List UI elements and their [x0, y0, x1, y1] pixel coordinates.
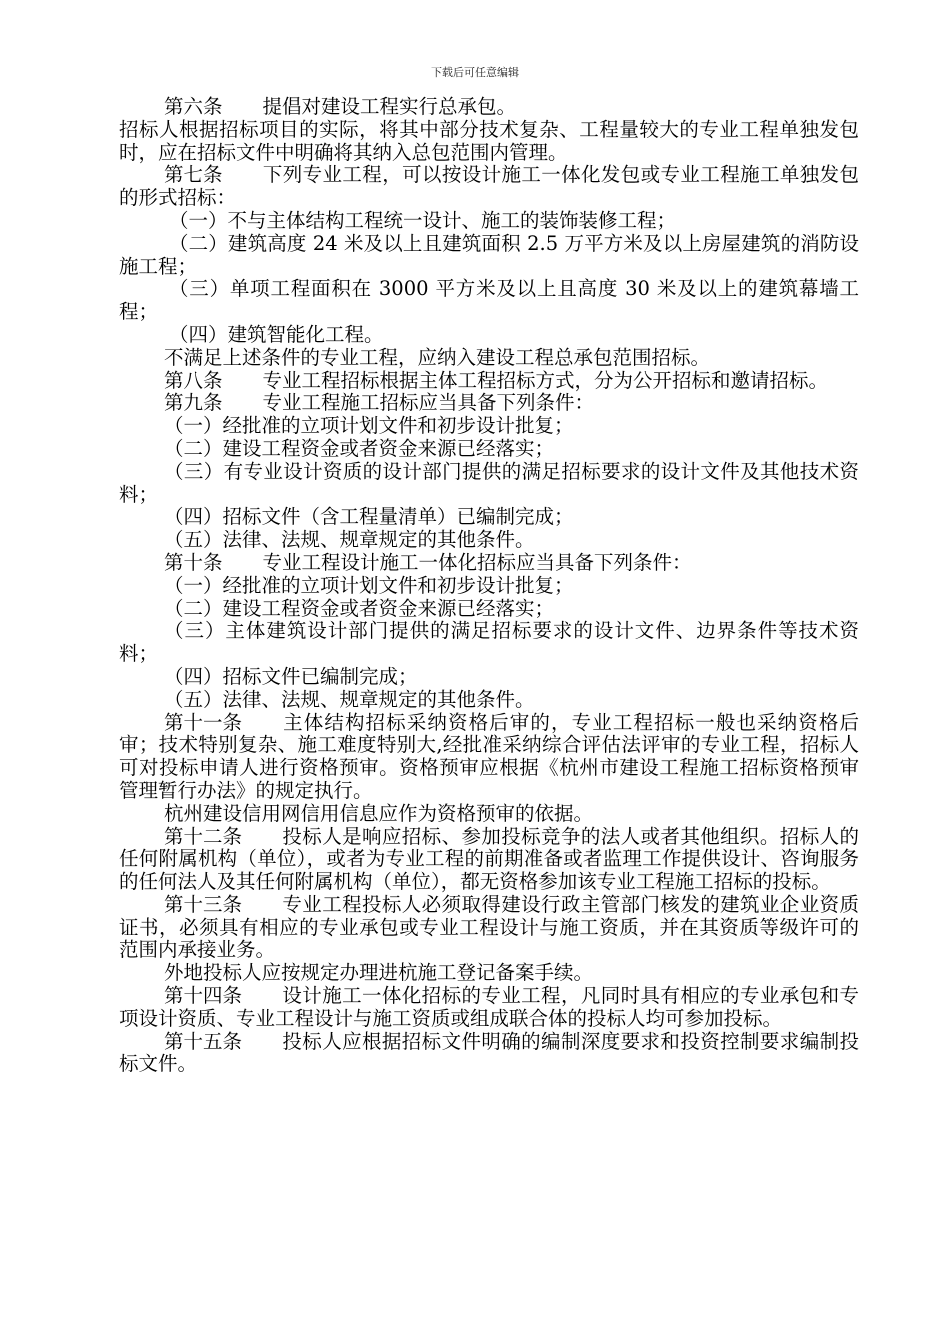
body-paragraph	[119, 415, 859, 438]
article-number: 第十二条	[164, 824, 243, 848]
paragraph-text: 下列专业工程，可以按设计施工一体化发包或专业工程施工单独发包的形式招标：	[119, 163, 859, 210]
article-number: 第十五条	[164, 1029, 243, 1053]
paragraph-text: （三）有专业设计资质的设计部门提供的满足招标要求的设计文件及其他技术资料；	[119, 459, 859, 506]
paragraph-text: （四）招标文件已编制完成；	[164, 664, 418, 688]
paragraph-text: （一）经批准的立项计划文件和初步设计批复；	[164, 414, 574, 438]
paragraph-text: 专业工程招标根据主体工程招标方式，分为公开招标和邀请招标。	[262, 368, 829, 392]
paragraph-text: （五）法律、法规、规章规定的其他条件。	[164, 528, 535, 552]
body-paragraph	[119, 347, 859, 370]
document-body	[119, 96, 859, 1076]
article-number: 第九条	[164, 391, 223, 415]
article-paragraph	[119, 985, 859, 1031]
paragraph-text: （一）不与主体结构工程统一设计、施工的装饰装修工程；	[169, 208, 677, 232]
article-number: 第十四条	[164, 984, 243, 1008]
article-paragraph	[119, 370, 859, 393]
paragraph-text: 投标人是响应招标、参加投标竞争的法人或者其他组织。招标人的任何附属机构（单位），或者为专业工程的前期准备或者监理工作提供设计、咨询服务的任何法人及其任何附属机构（单位），都无资格参加该专业工程施工招标的投标。	[119, 824, 859, 894]
paragraph-text: （三）主体建筑设计部门提供的满足招标要求的设计文件、边界条件等技术资料；	[119, 619, 859, 666]
article-number: 第十条	[164, 550, 223, 574]
article-paragraph	[119, 1031, 859, 1077]
paragraph-text: 不满足上述条件的专业工程，应纳入建设工程总承包范围招标。	[164, 345, 711, 369]
body-paragraph	[119, 506, 859, 529]
body-paragraph	[119, 962, 859, 985]
body-paragraph	[119, 119, 859, 165]
paragraph-text: 提倡对建设工程实行总承包。	[262, 95, 517, 118]
paragraph-text: 外地投标人应按规定办理进杭施工登记备案手续。	[164, 961, 594, 985]
article-number: 第六条	[164, 95, 223, 118]
article-paragraph	[119, 826, 859, 894]
article-number: 第十三条	[164, 892, 243, 916]
body-paragraph	[119, 438, 859, 461]
article-paragraph	[119, 96, 859, 119]
body-paragraph	[119, 324, 859, 347]
body-paragraph	[119, 620, 859, 666]
article-number: 第十一条	[164, 710, 243, 734]
paragraph-text: （五）法律、法规、规章规定的其他条件。	[164, 687, 535, 711]
article-paragraph	[119, 392, 859, 415]
paragraph-text: 专业工程设计施工一体化招标应当具备下列条件：	[262, 550, 692, 574]
body-paragraph	[119, 529, 859, 552]
paragraph-text: 招标人根据招标项目的实际，将其中部分技术复杂、工程量较大的专业工程单独发包时，应在招标文件中明确将其纳入总包范围内管理。	[119, 117, 859, 164]
article-paragraph	[119, 712, 859, 803]
paragraph-text: （二）建设工程资金或者资金来源已经落实；	[164, 436, 555, 460]
paragraph-text: （一）经批准的立项计划文件和初步设计批复；	[164, 573, 574, 597]
paragraph-text: 杭州建设信用网信用信息应作为资格预审的依据。	[164, 801, 594, 825]
paragraph-text: （二）建筑高度 24 米及以上且建筑面积 2.5 万平方米及以上房屋建筑的消防设施工程；	[119, 231, 859, 278]
body-paragraph	[119, 278, 859, 324]
body-paragraph	[119, 575, 859, 598]
paragraph-text: （四）招标文件（含工程量清单）已编制完成；	[164, 505, 574, 529]
article-number: 第七条	[164, 163, 223, 187]
body-paragraph	[119, 461, 859, 507]
article-number: 第八条	[164, 368, 223, 392]
body-paragraph	[119, 598, 859, 621]
paragraph-text: （二）建设工程资金或者资金来源已经落实；	[164, 596, 555, 620]
paragraph-text: 设计施工一体化招标的专业工程，凡同时具有相应的专业承包和专项设计资质、专业工程设计与施工资质或组成联合体的投标人均可参加投标。	[119, 984, 859, 1030]
body-paragraph	[119, 803, 859, 826]
body-paragraph	[119, 210, 859, 233]
body-paragraph	[119, 666, 859, 689]
paragraph-text: 投标人应根据招标文件明确的编制深度要求和投资控制要求编制投标文件。	[119, 1029, 859, 1076]
article-paragraph	[119, 164, 859, 210]
page-header-note: 下载后可任意编辑	[431, 66, 519, 79]
body-paragraph	[119, 233, 859, 279]
paragraph-text: （三）单项工程面积在 3000 平方米及以上且高度 30 米及以上的建筑幕墙工程；	[119, 277, 859, 324]
article-paragraph	[119, 552, 859, 575]
paragraph-text: 专业工程投标人必须取得建设行政主管部门核发的建筑业企业资质证书，必须具有相应的专业承包或专业工程设计与施工资质，并在其资质等级许可的范围内承接业务。	[119, 892, 859, 962]
paragraph-text: （四）建筑智能化工程。	[169, 322, 384, 346]
paragraph-text: 主体结构招标采纳资格后审的，专业工程招标一般也采纳资格后审；技术特别复杂、施工难度特别大,经批准采纳综合评估法评审的专业工程，招标人可对投标申请人进行资格预审。资格预审应根据《杭州市建设工程施工招标资格预审管理暂行办法》的规定执行。	[119, 710, 859, 802]
body-paragraph	[119, 689, 859, 712]
paragraph-text: 专业工程施工招标应当具备下列条件：	[262, 391, 595, 415]
article-paragraph	[119, 894, 859, 962]
